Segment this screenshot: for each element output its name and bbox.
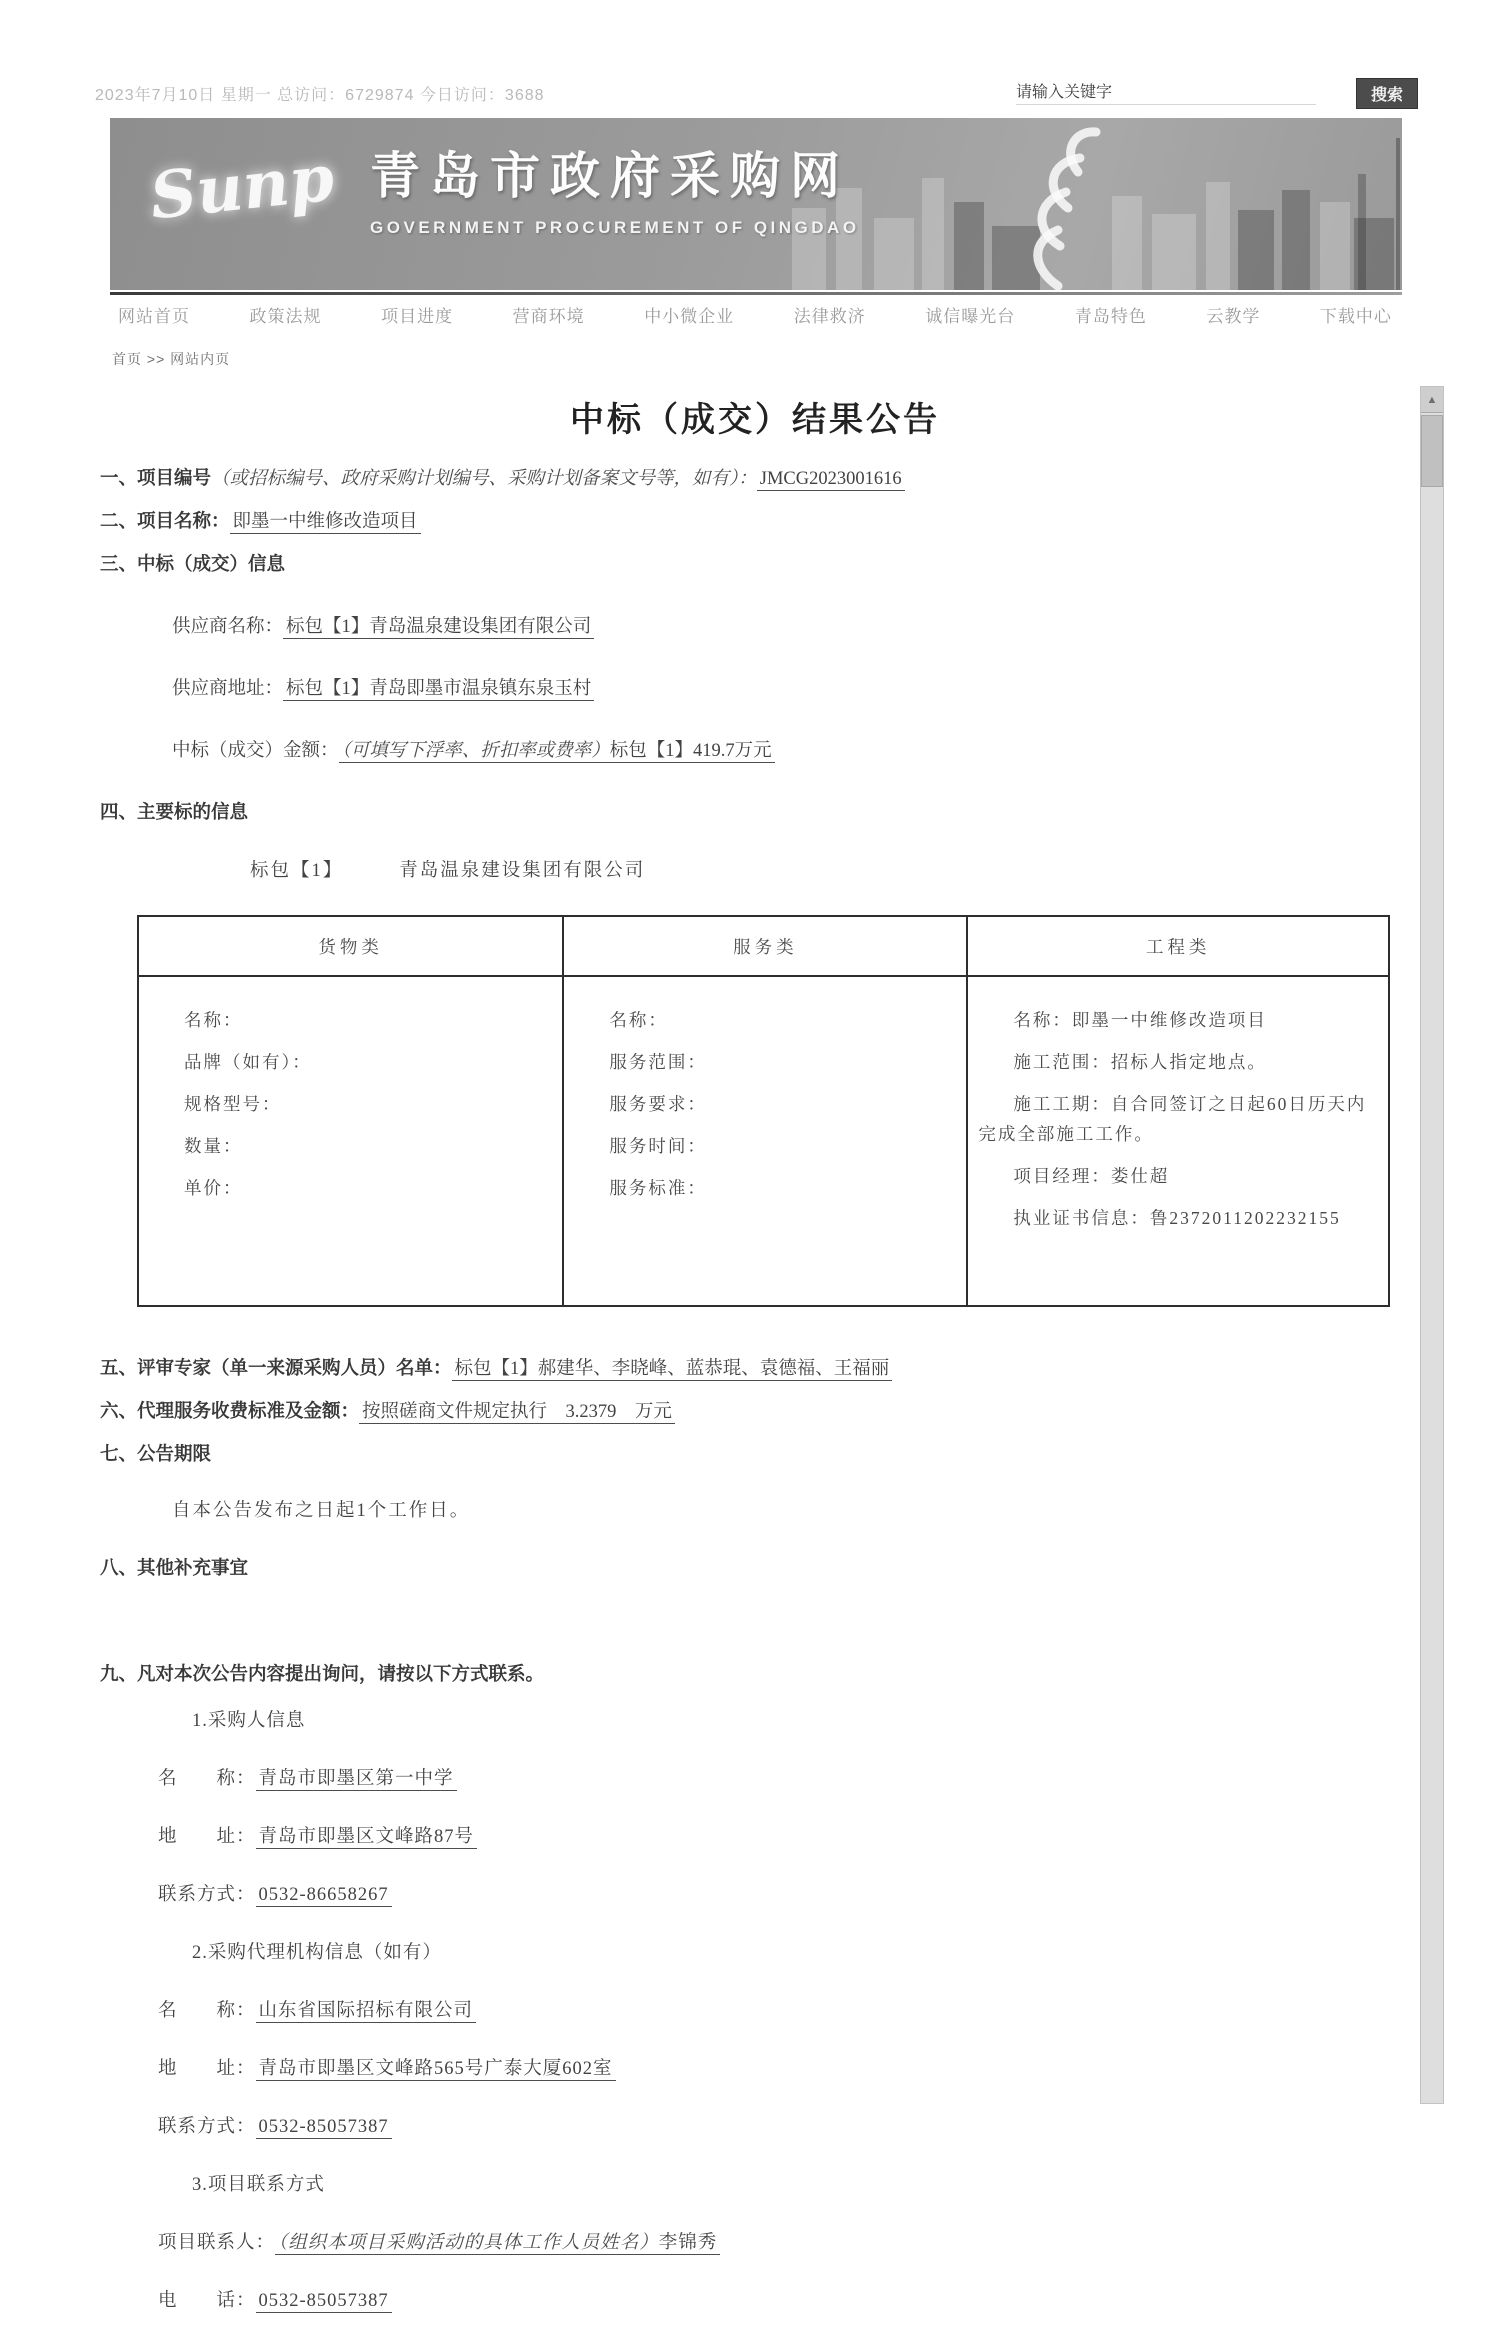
nav-item-cloud-teaching[interactable]: 云教学	[1206, 307, 1261, 326]
purchaser-address-label: 地 址：	[158, 1827, 256, 1847]
works-name: 名称：即墨一中维修改造项目	[1013, 1010, 1267, 1030]
works-cell	[967, 976, 1389, 1306]
purchaser-name-label: 名 称：	[158, 1769, 256, 1789]
breadcrumb-separator: >>	[146, 351, 166, 367]
sunp-logo: Sunp	[146, 140, 338, 234]
breadcrumb	[112, 349, 230, 369]
supplier-name-label: 供应商名称：	[172, 617, 284, 637]
page-title: 中标（成交）结果公告	[570, 402, 940, 439]
works-duration: 施工工期：自合同签订之日起60日历天内完成全部施工工作。	[978, 1094, 1367, 1144]
col-header-goods: 货物类	[138, 916, 563, 976]
visit-stats: 2023年7月10日 星期一 总访问：6729874 今日访问：3688	[95, 87, 545, 104]
project-phone-value: 0532-85057387	[256, 2291, 392, 2313]
purchaser-name-value: 青岛市即墨区第一中学	[256, 1769, 457, 1791]
works-project-manager: 项目经理：娄仕超	[1013, 1166, 1170, 1186]
section-announcement-period	[100, 1439, 1410, 1471]
purchaser-address-value: 青岛市即墨区文峰路87号	[256, 1827, 478, 1849]
nav-item-home[interactable]: 网站首页	[118, 307, 190, 326]
service-standard: 服务标准：	[609, 1178, 707, 1198]
section-other-matters	[100, 1553, 1410, 1585]
agency-name-label: 名 称：	[158, 2001, 256, 2021]
agency-contact-row	[158, 2111, 1410, 2143]
announcement-document	[100, 392, 1410, 2343]
section-4-label: 四、主要标的信息	[100, 803, 249, 823]
project-name-value: 即墨一中维修改造项目	[230, 512, 421, 534]
agency-name-value: 山东省国际招标有限公司	[256, 2001, 477, 2023]
section-project-name	[100, 506, 1410, 538]
purchaser-info-title: 1.采购人信息	[192, 1711, 306, 1731]
award-amount-value: 标包【1】419.7万元	[609, 741, 772, 761]
purchaser-contact-row	[158, 1879, 1410, 1911]
section-7-label: 七、公告期限	[100, 1445, 212, 1465]
top-bar	[95, 78, 1418, 109]
project-number-value: JMCG2023001616	[757, 469, 905, 491]
agency-info-title: 2.采购代理机构信息（如有）	[192, 1943, 442, 1963]
nav-item-policy[interactable]: 政策法规	[249, 307, 322, 326]
goods-cell	[138, 976, 563, 1306]
section-experts	[100, 1353, 1410, 1385]
nav-item-qingdao-features[interactable]: 青岛特色	[1074, 307, 1147, 326]
section-2-label: 二、项目名称：	[100, 512, 230, 532]
service-time: 服务时间：	[609, 1136, 707, 1156]
nav-item-legal[interactable]: 法律救济	[793, 307, 866, 326]
supplier-address-row	[172, 673, 1410, 705]
supplier-name-value: 标包【1】青岛温泉建设集团有限公司	[283, 617, 594, 639]
vertical-scrollbar[interactable]	[1420, 386, 1444, 2104]
package-company: 青岛温泉建设集团有限公司	[399, 861, 646, 881]
section-1-label: 一、项目编号	[100, 469, 212, 489]
project-contact-person-note: （组织本项目采购活动的具体工作人员姓名）	[278, 2233, 659, 2253]
section-3-label: 三、中标（成交）信息	[100, 555, 286, 575]
goods-quantity: 数量：	[184, 1136, 243, 1156]
service-requirements: 服务要求：	[609, 1094, 707, 1114]
project-contact-title: 3.项目联系方式	[192, 2175, 325, 2195]
services-cell	[563, 976, 967, 1306]
award-amount-label: 中标（成交）金额：	[172, 741, 339, 761]
nav-divider	[110, 292, 1402, 295]
project-contact-person-label: 项目联系人：	[158, 2233, 276, 2253]
experts-list: 标包【1】郝建华、李晓峰、蓝恭琨、袁德福、王福丽	[452, 1359, 893, 1381]
col-header-works: 工程类	[967, 916, 1389, 976]
award-amount-note: （可填写下浮率、折扣率或费率）	[341, 741, 610, 761]
agency-contact-value: 0532-85057387	[256, 2117, 392, 2139]
section-5-label: 五、评审专家（单一来源采购人员）名单：	[100, 1359, 452, 1379]
section-6-label: 六、代理服务收费标准及金额：	[100, 1402, 360, 1422]
announcement-period-body: 自本公告发布之日起1个工作日。	[172, 1501, 471, 1521]
supplier-name-row	[172, 611, 1410, 643]
nav-item-progress[interactable]: 项目进度	[381, 307, 454, 326]
subject-info-table	[137, 915, 1390, 1307]
section-8-label: 八、其他补充事宜	[100, 1559, 249, 1579]
purchaser-contact-value: 0532-86658267	[256, 1885, 392, 1907]
breadcrumb-home[interactable]: 首页	[112, 351, 142, 367]
scrollbar-thumb[interactable]	[1421, 415, 1443, 487]
section-9-label: 九、凡对本次公告内容提出询问，请按以下方式联系。	[100, 1665, 545, 1685]
section-1-note: （或招标编号、政府采购计划编号、采购计划备案文号等，如有）：	[211, 469, 757, 489]
section-project-number	[100, 463, 1410, 495]
goods-spec: 规格型号：	[184, 1094, 282, 1114]
scroll-up-icon[interactable]: ▲	[1421, 387, 1443, 413]
award-amount-row	[172, 735, 1410, 767]
site-subtitle: GOVERNMENT PROCUREMENT OF QINGDAO	[370, 218, 860, 237]
agency-fee-value: 按照磋商文件规定执行 3.2379 万元	[359, 1402, 675, 1424]
package-company-line	[250, 855, 1410, 887]
purchaser-contact-label: 联系方式：	[158, 1885, 256, 1905]
nav-item-integrity[interactable]: 诚信曝光台	[925, 307, 1016, 326]
supplier-address-label: 供应商地址：	[172, 679, 284, 699]
works-scope: 施工范围：招标人指定地点。	[1013, 1052, 1267, 1072]
nav-item-business-env[interactable]: 营商环境	[512, 307, 585, 326]
project-phone-label: 电 话：	[158, 2291, 256, 2311]
col-header-services: 服务类	[563, 916, 967, 976]
agency-address-value: 青岛市即墨区文峰路565号广泰大厦602室	[256, 2059, 616, 2081]
search-input[interactable]	[1016, 82, 1316, 105]
goods-brand: 品牌（如有）：	[184, 1052, 312, 1072]
service-scope: 服务范围：	[609, 1052, 707, 1072]
agency-name-row	[158, 1995, 1410, 2027]
supplier-address-value: 标包【1】青岛即墨市温泉镇东泉玉村	[283, 679, 594, 701]
cityscape-graphic	[782, 118, 1402, 290]
nav-item-sme[interactable]: 中小微企业	[644, 307, 735, 326]
purchaser-name-row	[158, 1763, 1410, 1795]
package-label: 标包【1】	[250, 861, 344, 881]
main-nav	[118, 302, 1392, 327]
section-award-info	[100, 549, 1410, 581]
agency-address-row	[158, 2053, 1410, 2085]
project-phone-row	[158, 2285, 1410, 2317]
service-name: 名称：	[609, 1010, 668, 1030]
goods-name: 名称：	[184, 1010, 243, 1030]
section-contact	[100, 1659, 1410, 1691]
breadcrumb-current: 网站内页	[170, 351, 231, 367]
may-wind-sculpture	[1038, 132, 1096, 286]
site-title: 青岛市政府采购网	[370, 148, 851, 204]
project-contact-person-value: 李锦秀	[658, 2233, 718, 2253]
search-button[interactable]: 搜索	[1356, 78, 1418, 109]
search-area	[1016, 78, 1418, 109]
purchaser-address-row	[158, 1821, 1410, 1853]
section-subject-info	[100, 797, 1410, 829]
site-banner	[110, 118, 1402, 290]
agency-address-label: 地 址：	[158, 2059, 256, 2079]
nav-item-download[interactable]: 下载中心	[1319, 307, 1392, 326]
project-contact-person-row	[158, 2227, 1410, 2259]
goods-unit-price: 单价：	[184, 1178, 243, 1198]
section-agency-fee	[100, 1396, 1410, 1428]
works-license-info: 执业证书信息：鲁2372011202232155	[1013, 1208, 1341, 1228]
agency-contact-label: 联系方式：	[158, 2117, 256, 2137]
